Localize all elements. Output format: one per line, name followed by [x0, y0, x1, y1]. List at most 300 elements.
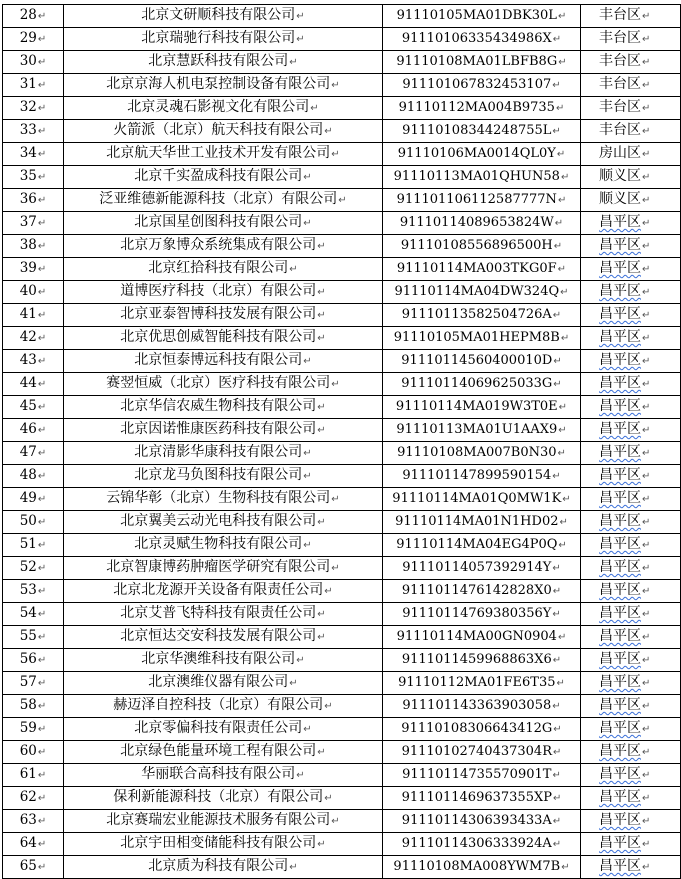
company-name-text: 北京恒达交安科技发展有限公司: [120, 628, 317, 644]
district-text: 昌平区: [599, 812, 641, 828]
paragraph-mark-icon: ↵: [296, 34, 305, 45]
company-name-text: 北京艾普飞特科技有限责任公司: [120, 605, 317, 621]
paragraph-mark-icon: ↵: [562, 494, 571, 505]
company-name-text: 华丽联合高科技有限公司: [141, 766, 296, 782]
paragraph-mark-icon: ↵: [289, 57, 298, 68]
paragraph-mark-icon: ↵: [37, 241, 47, 252]
paragraph-mark-icon: ↵: [552, 816, 562, 827]
company-name-text: 北京恒泰博远科技有限公司: [134, 352, 303, 368]
district-text: 房山区: [599, 145, 641, 161]
credit-code-text: 911101143363903058: [402, 698, 552, 713]
paragraph-mark-icon: ↵: [37, 333, 47, 344]
row-number-text: 41: [19, 306, 37, 322]
paragraph-mark-icon: ↵: [37, 724, 47, 735]
table-row: [3, 810, 681, 833]
company-name-cell: [64, 580, 383, 603]
credit-code-cell: [383, 833, 581, 856]
paragraph-mark-icon: ↵: [324, 793, 333, 804]
company-name-text: 赫迈泽自控科技（北京）有限公司: [113, 697, 324, 713]
paragraph-mark-icon: ↵: [37, 816, 47, 827]
district-cell: [581, 649, 681, 672]
company-name-cell: [64, 281, 383, 304]
row-number-text: 32: [19, 99, 37, 115]
paragraph-mark-icon: ↵: [642, 57, 651, 68]
credit-code-text: 91110108556896500H: [400, 238, 553, 253]
row-number-cell: [3, 718, 64, 741]
paragraph-mark-icon: ↵: [560, 172, 570, 183]
paragraph-mark-icon: ↵: [37, 425, 47, 436]
credit-code-cell: [383, 373, 581, 396]
paragraph-mark-icon: ↵: [642, 11, 651, 22]
paragraph-mark-icon: ↵: [37, 862, 47, 873]
credit-code-text: 91110102740437304R: [401, 744, 552, 759]
paragraph-mark-icon: ↵: [642, 264, 651, 275]
company-name-cell: [64, 695, 383, 718]
table-row: [3, 741, 681, 764]
paragraph-mark-icon: ↵: [37, 839, 47, 850]
row-number-text: 43: [19, 352, 37, 368]
table-row: [3, 764, 681, 787]
row-number-text: 60: [19, 743, 37, 759]
paragraph-mark-icon: ↵: [37, 517, 47, 528]
paragraph-mark-icon: ↵: [37, 149, 47, 160]
table-row: [3, 488, 681, 511]
paragraph-mark-icon: ↵: [556, 149, 566, 160]
paragraph-mark-icon: ↵: [317, 517, 326, 528]
paragraph-mark-icon: ↵: [317, 310, 326, 321]
company-table-body: [3, 5, 681, 879]
table-row: [3, 695, 681, 718]
paragraph-mark-icon: ↵: [317, 241, 326, 252]
credit-code-cell: [383, 534, 581, 557]
credit-code-cell: [383, 143, 581, 166]
company-name-cell: [64, 442, 383, 465]
district-text: 顺义区: [599, 191, 641, 207]
credit-code-text: 91110105MA01HEPM8B: [393, 330, 560, 345]
company-name-cell: [64, 327, 383, 350]
district-text: 顺义区: [599, 168, 641, 184]
credit-code-cell: [383, 396, 581, 419]
table-row: [3, 74, 681, 97]
credit-code-cell: [383, 166, 581, 189]
credit-code-cell: [383, 419, 581, 442]
paragraph-mark-icon: ↵: [642, 172, 651, 183]
paragraph-mark-icon: ↵: [37, 448, 47, 459]
credit-code-text: 91110108MA008YWM7B: [393, 859, 561, 874]
paragraph-mark-icon: ↵: [553, 747, 562, 758]
company-name-cell: [64, 833, 383, 856]
district-text: 昌平区: [599, 398, 641, 414]
table-row: [3, 189, 681, 212]
company-name-cell: [64, 718, 383, 741]
paragraph-mark-icon: ↵: [296, 655, 305, 666]
paragraph-mark-icon: ↵: [642, 862, 651, 873]
paragraph-mark-icon: ↵: [289, 678, 298, 689]
credit-code-text: 91110114MA04DW324Q: [394, 284, 560, 299]
row-number-cell: [3, 534, 64, 557]
table-row: [3, 304, 681, 327]
district-cell: [581, 557, 681, 580]
paragraph-mark-icon: ↵: [37, 632, 47, 643]
credit-code-text: 9111011469637355XP: [401, 790, 552, 805]
credit-code-text: 91110113MA01QHUN58: [393, 169, 560, 184]
table-row: [3, 557, 681, 580]
paragraph-mark-icon: ↵: [37, 402, 47, 413]
credit-code-text: 911101067832453107: [402, 77, 552, 92]
paragraph-mark-icon: ↵: [310, 103, 319, 114]
row-number-text: 58: [19, 697, 37, 713]
credit-code-text: 91110114057392914Y: [402, 560, 552, 575]
paragraph-mark-icon: ↵: [552, 310, 562, 321]
company-name-text: 道博医疗科技（北京）有限公司: [120, 283, 317, 299]
credit-code-cell: [383, 718, 581, 741]
row-number-cell: [3, 787, 64, 810]
district-cell: [581, 28, 681, 51]
district-cell: [581, 143, 681, 166]
district-cell: [581, 511, 681, 534]
table-row: [3, 258, 681, 281]
district-cell: [581, 350, 681, 373]
paragraph-mark-icon: ↵: [553, 356, 562, 367]
paragraph-mark-icon: ↵: [553, 241, 563, 252]
district-text: 昌平区: [599, 214, 641, 230]
row-number-cell: [3, 212, 64, 235]
district-cell: [581, 833, 681, 856]
row-number-cell: [3, 833, 64, 856]
paragraph-mark-icon: ↵: [303, 448, 312, 459]
row-number-cell: [3, 580, 64, 603]
paragraph-mark-icon: ↵: [642, 586, 651, 597]
credit-code-text: 91110114306393433A: [401, 813, 552, 828]
district-cell: [581, 787, 681, 810]
paragraph-mark-icon: ↵: [642, 793, 651, 804]
company-name-cell: [64, 97, 383, 120]
district-cell: [581, 534, 681, 557]
paragraph-mark-icon: ↵: [317, 402, 326, 413]
paragraph-mark-icon: ↵: [642, 126, 651, 137]
district-cell: [581, 235, 681, 258]
paragraph-mark-icon: ↵: [642, 724, 651, 735]
district-text: 昌平区: [599, 766, 641, 782]
row-number-cell: [3, 5, 64, 28]
paragraph-mark-icon: ↵: [552, 655, 562, 666]
table-row: [3, 396, 681, 419]
credit-code-text: 91110114769380356Y: [402, 606, 552, 621]
credit-code-text: 91110114MA00GN0904: [396, 629, 557, 644]
row-number-cell: [3, 810, 64, 833]
paragraph-mark-icon: ↵: [552, 609, 561, 620]
district-cell: [581, 718, 681, 741]
paragraph-mark-icon: ↵: [37, 172, 47, 183]
row-number-cell: [3, 189, 64, 212]
row-number-cell: [3, 695, 64, 718]
paragraph-mark-icon: ↵: [642, 770, 651, 781]
credit-code-text: 9111011476142828X0: [401, 583, 552, 598]
paragraph-mark-icon: ↵: [331, 80, 340, 91]
district-text: 昌平区: [599, 743, 641, 759]
credit-code-cell: [383, 465, 581, 488]
table-row: [3, 534, 681, 557]
district-cell: [581, 396, 681, 419]
row-number-cell: [3, 281, 64, 304]
paragraph-mark-icon: ↵: [324, 701, 333, 712]
row-number-cell: [3, 97, 64, 120]
row-number-text: 29: [19, 30, 37, 46]
district-cell: [581, 304, 681, 327]
paragraph-mark-icon: ↵: [37, 34, 47, 45]
row-number-text: 46: [19, 421, 37, 437]
credit-code-text: 91110106335434986X: [401, 31, 552, 46]
company-name-text: 北京翼美云动光电科技有限公司: [120, 513, 317, 529]
paragraph-mark-icon: ↵: [557, 448, 566, 459]
row-number-cell: [3, 396, 64, 419]
row-number-cell: [3, 626, 64, 649]
district-cell: [581, 764, 681, 787]
company-name-cell: [64, 649, 383, 672]
row-number-text: 65: [19, 858, 37, 874]
credit-code-text: 91110114MA003TKG0F: [396, 261, 557, 276]
row-number-text: 35: [19, 168, 37, 184]
row-number-cell: [3, 465, 64, 488]
document-page: [0, 4, 681, 879]
table-row: [3, 856, 681, 879]
paragraph-mark-icon: ↵: [642, 80, 651, 91]
paragraph-mark-icon: ↵: [642, 540, 651, 551]
credit-code-text: 91110108306643412G: [401, 721, 553, 736]
company-name-cell: [64, 488, 383, 511]
paragraph-mark-icon: ↵: [559, 517, 568, 528]
district-cell: [581, 603, 681, 626]
district-text: 丰台区: [599, 53, 641, 69]
table-row: [3, 373, 681, 396]
table-row: [3, 350, 681, 373]
company-name-cell: [64, 143, 383, 166]
row-number-text: 45: [19, 398, 37, 414]
district-text: 昌平区: [599, 513, 641, 529]
company-name-text: 北京宇田相变储能科技有限公司: [120, 835, 317, 851]
row-number-cell: [3, 442, 64, 465]
paragraph-mark-icon: ↵: [331, 563, 340, 574]
district-text: 昌平区: [599, 697, 641, 713]
paragraph-mark-icon: ↵: [331, 149, 340, 160]
row-number-text: 47: [19, 444, 37, 460]
paragraph-mark-icon: ↵: [642, 563, 651, 574]
paragraph-mark-icon: ↵: [552, 80, 561, 91]
paragraph-mark-icon: ↵: [642, 747, 651, 758]
company-name-cell: [64, 557, 383, 580]
row-number-cell: [3, 856, 64, 879]
row-number-text: 34: [19, 145, 37, 161]
paragraph-mark-icon: ↵: [37, 655, 47, 666]
company-name-cell: [64, 511, 383, 534]
row-number-text: 40: [19, 283, 37, 299]
paragraph-mark-icon: ↵: [642, 287, 651, 298]
company-name-cell: [64, 396, 383, 419]
row-number-text: 36: [19, 191, 37, 207]
paragraph-mark-icon: ↵: [317, 632, 326, 643]
credit-code-cell: [383, 741, 581, 764]
district-cell: [581, 281, 681, 304]
row-number-cell: [3, 511, 64, 534]
credit-code-cell: [383, 120, 581, 143]
paragraph-mark-icon: ↵: [303, 471, 312, 482]
table-row: [3, 465, 681, 488]
district-cell: [581, 626, 681, 649]
paragraph-mark-icon: ↵: [552, 701, 561, 712]
paragraph-mark-icon: ↵: [37, 770, 47, 781]
credit-code-text: 911101147899590154: [402, 468, 552, 483]
paragraph-mark-icon: ↵: [37, 379, 47, 390]
district-cell: [581, 212, 681, 235]
row-number-cell: [3, 304, 64, 327]
row-number-text: 64: [19, 835, 37, 851]
credit-code-text: 91110114735570901T: [402, 767, 552, 782]
paragraph-mark-icon: ↵: [37, 678, 47, 689]
paragraph-mark-icon: ↵: [303, 218, 312, 229]
paragraph-mark-icon: ↵: [37, 356, 47, 367]
row-number-text: 56: [19, 651, 37, 667]
paragraph-mark-icon: ↵: [642, 655, 651, 666]
district-cell: [581, 373, 681, 396]
paragraph-mark-icon: ↵: [37, 103, 47, 114]
row-number-text: 51: [19, 536, 37, 552]
credit-code-text: 91110114560400010D: [401, 353, 553, 368]
table-row: [3, 166, 681, 189]
credit-code-text: 91110114MA01Q0MW1K: [392, 491, 562, 506]
credit-code-text: 911101106112587777N: [396, 192, 557, 207]
row-number-cell: [3, 603, 64, 626]
paragraph-mark-icon: ↵: [303, 356, 312, 367]
paragraph-mark-icon: ↵: [37, 494, 47, 505]
table-row: [3, 28, 681, 51]
table-row: [3, 580, 681, 603]
credit-code-cell: [383, 787, 581, 810]
company-name-text: 北京华信农威生物科技有限公司: [120, 398, 317, 414]
company-name-text: 北京华澳维科技有限公司: [141, 651, 296, 667]
district-text: 昌平区: [599, 283, 641, 299]
row-number-text: 55: [19, 628, 37, 644]
credit-code-text: 91110108MA01LBFB8G: [396, 54, 558, 69]
company-name-text: 保利新能源科技（北京）有限公司: [113, 789, 324, 805]
company-name-cell: [64, 258, 383, 281]
row-number-cell: [3, 258, 64, 281]
credit-code-cell: [383, 442, 581, 465]
company-name-text: 北京红拾科技有限公司: [148, 260, 289, 276]
paragraph-mark-icon: ↵: [37, 609, 47, 620]
row-number-cell: [3, 373, 64, 396]
row-number-text: 63: [19, 812, 37, 828]
district-cell: [581, 580, 681, 603]
row-number-cell: [3, 741, 64, 764]
credit-code-cell: [383, 74, 581, 97]
table-row: [3, 626, 681, 649]
district-cell: [581, 419, 681, 442]
company-name-text: 火箭派（北京）航天科技有限公司: [113, 122, 324, 138]
row-number-text: 62: [19, 789, 37, 805]
row-number-cell: [3, 143, 64, 166]
row-number-text: 52: [19, 559, 37, 575]
row-number-text: 28: [19, 7, 37, 23]
credit-code-cell: [383, 672, 581, 695]
company-name-text: 北京灵赋生物科技有限公司: [134, 536, 303, 552]
paragraph-mark-icon: ↵: [37, 57, 47, 68]
paragraph-mark-icon: ↵: [642, 379, 651, 390]
row-number-cell: [3, 235, 64, 258]
credit-code-cell: [383, 764, 581, 787]
paragraph-mark-icon: ↵: [324, 126, 333, 137]
company-name-cell: [64, 603, 383, 626]
row-number-text: 37: [19, 214, 37, 230]
credit-code-cell: [383, 258, 581, 281]
paragraph-mark-icon: ↵: [331, 494, 340, 505]
district-text: 昌平区: [599, 858, 641, 874]
company-name-cell: [64, 764, 383, 787]
company-name-text: 云锦华彰（北京）生物科技有限公司: [106, 490, 331, 506]
company-name-cell: [64, 5, 383, 28]
paragraph-mark-icon: ↵: [303, 540, 312, 551]
credit-code-cell: [383, 51, 581, 74]
credit-code-text: 91110114MA04EG4P0Q: [396, 537, 558, 552]
company-name-text: 北京绿色能量环境工程有限公司: [120, 743, 317, 759]
row-number-cell: [3, 419, 64, 442]
district-text: 丰台区: [599, 99, 641, 115]
row-number-cell: [3, 488, 64, 511]
paragraph-mark-icon: ↵: [642, 701, 651, 712]
credit-code-text: 91110113MA01U1AAX9: [396, 422, 558, 437]
paragraph-mark-icon: ↵: [561, 862, 570, 873]
credit-code-cell: [383, 557, 581, 580]
paragraph-mark-icon: ↵: [37, 195, 47, 206]
paragraph-mark-icon: ↵: [642, 816, 651, 827]
credit-code-text: 91110106MA0014QL0Y: [397, 146, 556, 161]
row-number-cell: [3, 166, 64, 189]
credit-code-cell: [383, 511, 581, 534]
row-number-cell: [3, 649, 64, 672]
district-text: 昌平区: [599, 559, 641, 575]
table-row: [3, 649, 681, 672]
table-row: [3, 5, 681, 28]
company-table: [2, 4, 681, 879]
company-name-cell: [64, 28, 383, 51]
credit-code-text: 91110108MA007B0N30: [397, 445, 557, 460]
row-number-text: 30: [19, 53, 37, 69]
credit-code-text: 91110114069625033G: [401, 376, 553, 391]
paragraph-mark-icon: ↵: [642, 632, 651, 643]
district-text: 昌平区: [599, 375, 641, 391]
credit-code-cell: [383, 580, 581, 603]
row-number-text: 42: [19, 329, 37, 345]
paragraph-mark-icon: ↵: [642, 839, 651, 850]
paragraph-mark-icon: ↵: [37, 471, 47, 482]
company-name-text: 北京航天华世工业技术开发有限公司: [106, 145, 331, 161]
paragraph-mark-icon: ↵: [331, 379, 340, 390]
credit-code-cell: [383, 304, 581, 327]
paragraph-mark-icon: ↵: [558, 425, 567, 436]
paragraph-mark-icon: ↵: [317, 839, 326, 850]
table-row: [3, 281, 681, 304]
paragraph-mark-icon: ↵: [552, 471, 561, 482]
paragraph-mark-icon: ↵: [552, 586, 562, 597]
paragraph-mark-icon: ↵: [642, 149, 651, 160]
row-number-cell: [3, 120, 64, 143]
credit-code-cell: [383, 856, 581, 879]
company-name-cell: [64, 419, 383, 442]
paragraph-mark-icon: ↵: [37, 540, 47, 551]
paragraph-mark-icon: ↵: [37, 747, 47, 758]
credit-code-text: 91110114MA01N1HD02: [395, 514, 559, 529]
row-number-text: 49: [19, 490, 37, 506]
company-name-cell: [64, 373, 383, 396]
